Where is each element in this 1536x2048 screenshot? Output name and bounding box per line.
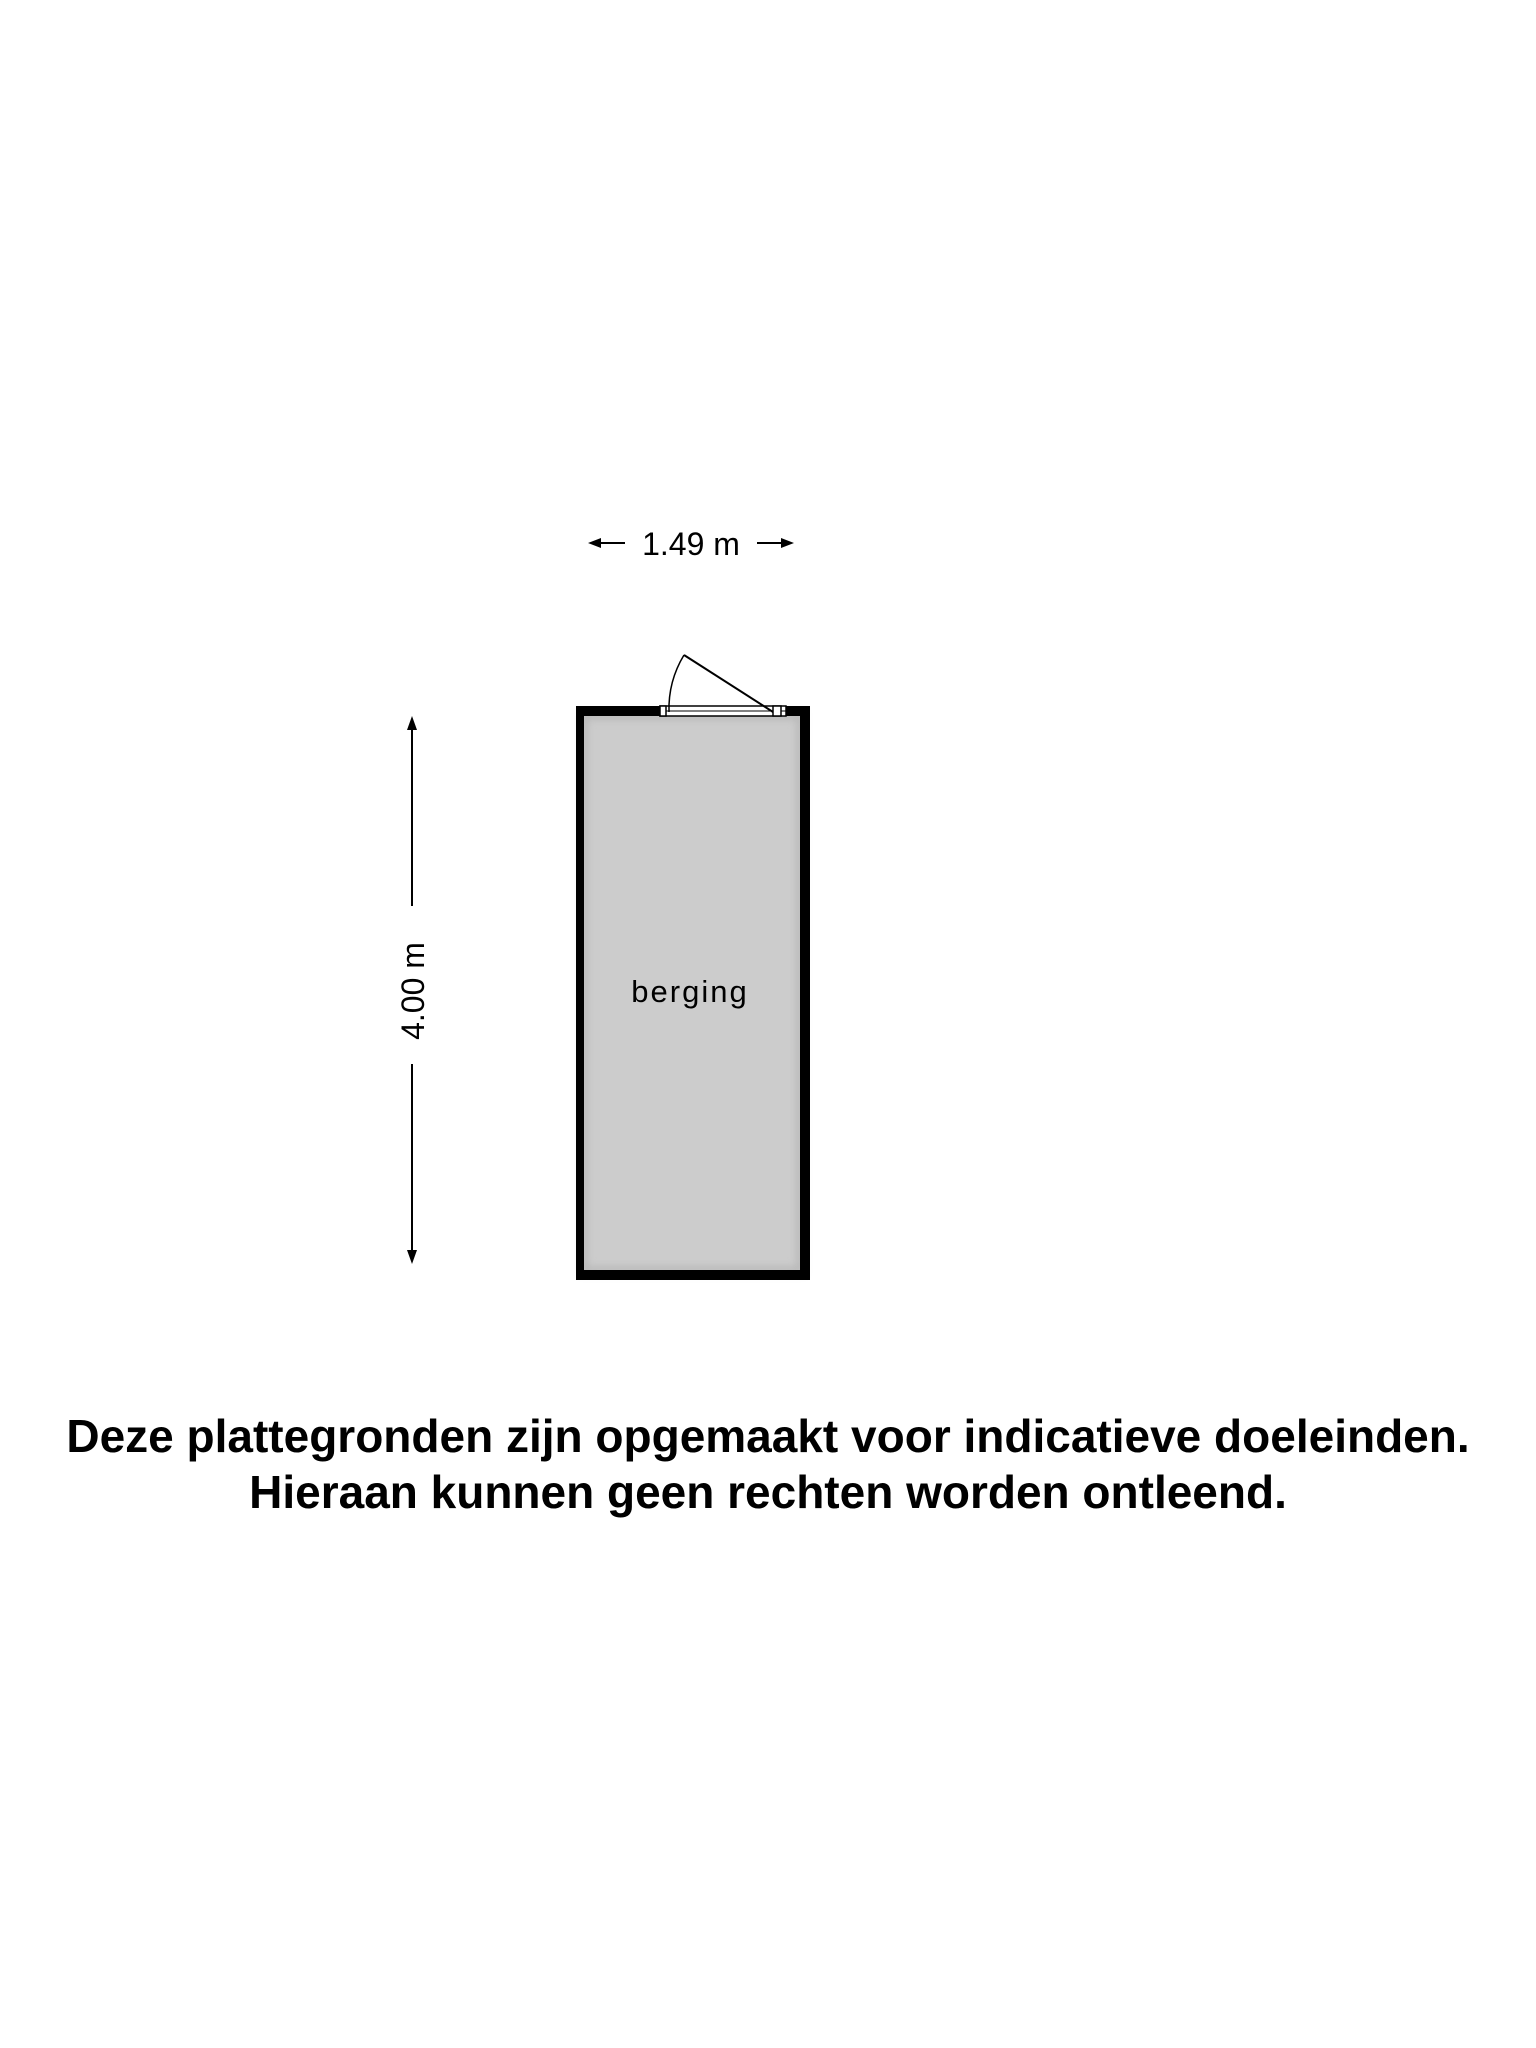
disclaimer-line-1: Deze plattegronden zijn opgemaakt voor indicatieve doeleinden. <box>66 1410 1470 1462</box>
width-dimension-label: 1.49 m <box>642 526 740 562</box>
room-label: berging <box>631 974 749 1009</box>
height-dimension <box>395 716 431 1264</box>
height-dimension-label: 4.00 m <box>395 942 431 1040</box>
width-dimension <box>588 526 794 562</box>
door <box>660 655 786 716</box>
door-leaf <box>684 655 773 712</box>
disclaimer-line-2: Hieraan kunnen geen rechten worden ontleend. <box>249 1466 1287 1518</box>
disclaimer <box>0 1408 1536 1520</box>
room-berging <box>576 706 810 1280</box>
door-swing-arc <box>669 655 684 712</box>
